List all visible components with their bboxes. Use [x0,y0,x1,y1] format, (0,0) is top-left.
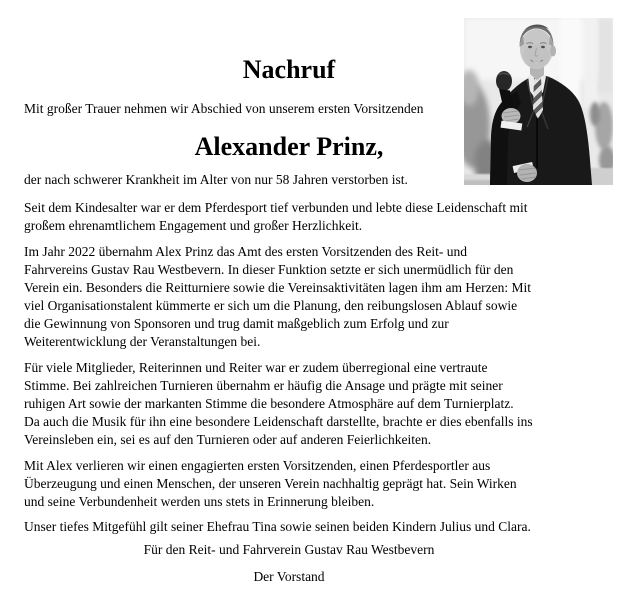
text-line: Da auch die Musik für ihn eine besondere Leidenschaft darstellte, brachte er dies ebenfalls ins [24,414,533,429]
text-line: Im Jahr 2022 übernahm Alex Prinz das Amt des ersten Vorsitzenden des Reit- und [24,244,468,259]
text-line: Für viele Mitglieder, Reiterinnen und Reiter war er zudem überregional eine vertraute [24,360,488,375]
text-line: Verein ein. Besonders die Reitturniere sowie die Vereinsaktivitäten lagen ihm am Herzen: Mit [24,280,531,295]
text-line: Mit Alex verlieren wir einen engagierten ersten Vorsitzenden, einen Pferdesportler aus [24,458,491,473]
paragraph-4 [24,457,590,511]
text-line: und seine Verbundenheit werden uns stets in Erinnerung bleiben. [24,494,375,509]
text-line: Weiterentwicklung der Veranstaltungen bei. [24,334,261,349]
text-line: Seit dem Kindesalter war er dem Pferdesport tief verbunden und lebte diese Leidenschaft mit [24,200,528,215]
text-line: Vereinsleben ein, sei es auf den Turnieren oder auf anderen Feierlichkeiten. [24,432,432,447]
closing-organization: Für den Reit- und Fahrverein Gustav Rau Westbevern [143,542,435,557]
text-line: großem ehrenamtlichem Engagement und großer Herzlichkeit. [24,218,363,233]
paragraph-2 [24,243,590,351]
death-notice-line: der nach schwerer Krankheit im Alter von nur 58 Jahren verstorben ist. [24,172,408,187]
paragraph-3 [24,359,590,449]
text-line: die Gewinnung von Sponsoren und trug damit maßgeblich zum Erfolg und zur [24,316,449,331]
text-line: viel Organisationstalent kümmerte er sich um die Planung, den reibungslosen Ablauf sowie [24,298,518,313]
text-line: ruhigen Art sowie der markanten Stimme die besondere Atmosphäre auf dem Turnierplatz. [24,396,514,411]
text-line: Unser tiefes Mitgefühl gilt seiner Ehefrau Tina sowie seinen beiden Kindern Julius und Clara. [24,519,531,534]
closing-signature: Der Vorstand [253,569,325,584]
paragraph-5 [24,518,590,536]
obituary-title: Nachruf [242,55,336,84]
text-line: Überzeugung und einen Menschen, der unseren Verein nachhaltig geprägt hat. Sein Wirken [24,476,517,491]
deceased-name: Alexander Prinz, [194,132,384,161]
obituary-content [24,56,590,586]
text-line: Fahrvereins Gustav Rau Westbevern. In dieser Funktion setzte er sich unermüdlich für den [24,262,514,277]
paragraph-1 [24,199,590,235]
intro-line: Mit großer Trauer nehmen wir Abschied von unserem ersten Vorsitzenden [24,101,424,116]
text-line: Stimme. Bei zahlreichen Turnieren übernahm er häufig die Ansage und prägte mit seiner [24,378,503,393]
